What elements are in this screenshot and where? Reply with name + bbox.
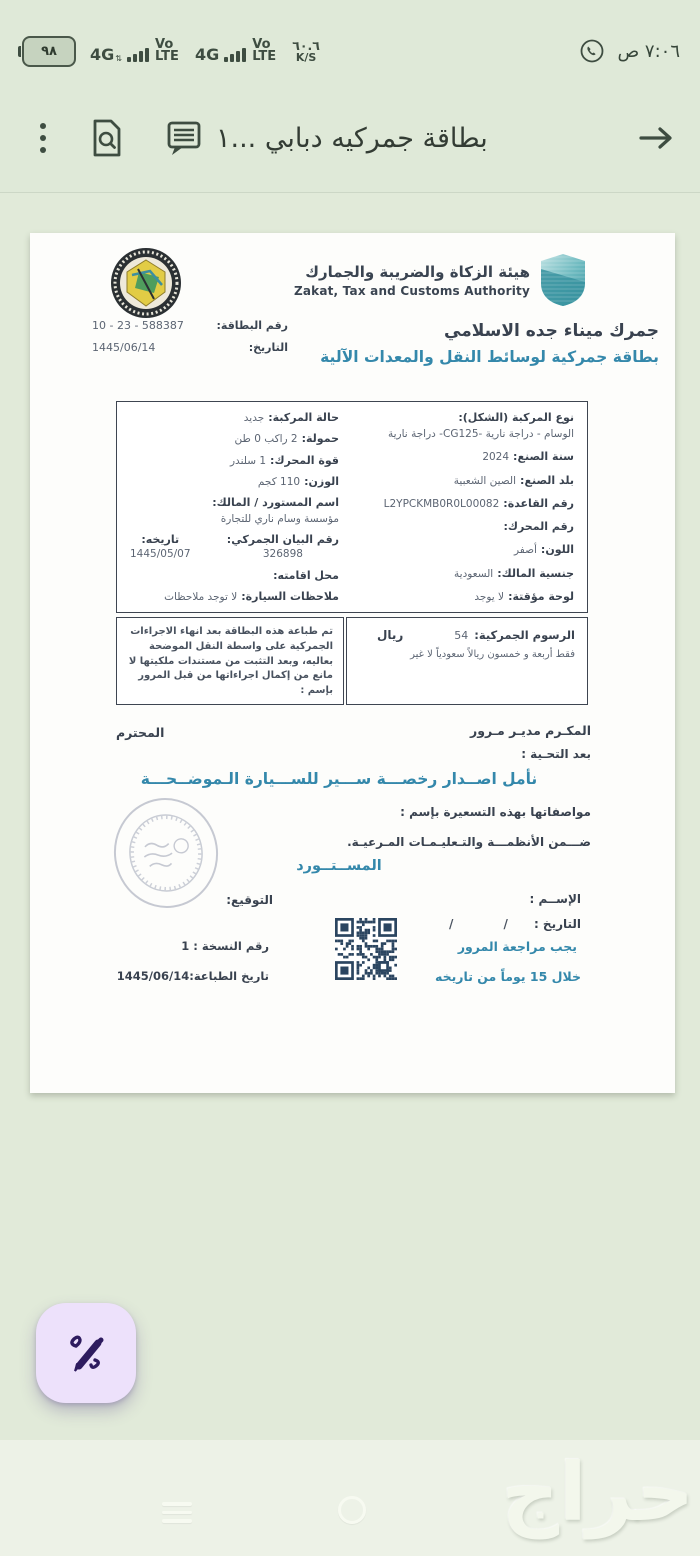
table-row bbox=[130, 533, 339, 560]
field-value: 1445/05/07 bbox=[130, 548, 191, 561]
recents-button[interactable] bbox=[162, 1502, 192, 1523]
printing-note: تم طباعة هذه البطاقة بعد انهاء الاجراءات الجمركية على واسطة النقل الموضحة بعاليه، وبعد التثبت من مستندات ملكيتها لا مانع من إكمال اجراءاتها من قبل المرور بإسم : bbox=[116, 617, 344, 705]
table-row bbox=[130, 569, 339, 582]
clock-label: ٧:٠٦ ص bbox=[617, 40, 680, 62]
field-label: رقم المحرك: bbox=[503, 520, 574, 534]
traffic-notice-line2: خلال 15 يوماً من تاريخه bbox=[435, 969, 581, 984]
table-row bbox=[365, 411, 574, 440]
field-cell-secondary bbox=[130, 533, 191, 560]
volte-label: Vo LTE bbox=[154, 36, 179, 64]
field-value: الصين الشعبية bbox=[453, 474, 517, 487]
field-label: محل اقامته: bbox=[273, 568, 339, 582]
zatca-name-ar: هيئة الزكاة والضريبة والجمارك bbox=[305, 262, 530, 281]
battery-icon bbox=[18, 36, 76, 67]
edit-sign-fab[interactable] bbox=[36, 1303, 136, 1403]
qr-code bbox=[335, 918, 397, 980]
gcc-customs-logo bbox=[110, 247, 182, 319]
bottom-nav-strip bbox=[0, 1440, 700, 1556]
field-label: حالة المركبة: bbox=[268, 411, 339, 424]
field-cell bbox=[133, 496, 339, 525]
field-cell bbox=[235, 432, 339, 445]
network-indicator-2 bbox=[194, 36, 278, 65]
field-value: 2024 bbox=[482, 451, 510, 464]
card-meta bbox=[92, 319, 288, 363]
field-cell bbox=[384, 497, 574, 510]
field-cell bbox=[499, 520, 574, 533]
field-label: ملاحظات السيارة: bbox=[241, 589, 339, 603]
field-value: L2YPCKMB0R0L00082 bbox=[383, 497, 500, 510]
table-row bbox=[130, 454, 339, 467]
signature-label: التوقيع: bbox=[226, 893, 273, 907]
field-label: رقم البيان الجمركي: bbox=[226, 533, 339, 547]
field-label: تاريخه: bbox=[141, 533, 180, 547]
status-bar-right bbox=[579, 38, 680, 64]
table-column-right bbox=[352, 402, 587, 612]
page-title: بطاقة جمركيه دبابي ...١ bbox=[216, 122, 488, 154]
table-row bbox=[365, 520, 574, 533]
field-value: لا توجد ملاحظات bbox=[164, 590, 238, 603]
importer-date-line bbox=[449, 917, 581, 931]
table-row bbox=[130, 590, 339, 603]
field-cell bbox=[454, 567, 574, 580]
volte-label: Vo LTE bbox=[252, 36, 277, 64]
field-label: حمولة: bbox=[301, 432, 339, 446]
field-cell bbox=[164, 590, 339, 603]
battery-percent: ٩٨ bbox=[22, 36, 76, 67]
field-label: بلد الصنع: bbox=[520, 473, 574, 487]
haraj-watermark: حراج bbox=[501, 1446, 694, 1539]
field-label: نوع المركبة (الشكل): bbox=[458, 411, 574, 424]
letter-regulations-line: ضـــمن الأنظمـــة والتـعليـمـات المـرعيـة. bbox=[347, 835, 591, 849]
table-row bbox=[130, 432, 339, 445]
field-label: جنسية المالك: bbox=[497, 566, 574, 580]
letter-greeting: بعد التحـية : bbox=[521, 747, 591, 761]
field-cell bbox=[244, 411, 339, 424]
field-label: اللون: bbox=[540, 543, 574, 557]
table-row bbox=[365, 474, 574, 487]
table-row bbox=[365, 590, 574, 603]
zatca-name-en: Zakat, Tax and Customs Authority bbox=[293, 283, 530, 298]
round-stamp bbox=[105, 789, 228, 917]
home-button[interactable] bbox=[338, 1496, 366, 1524]
field-cell bbox=[482, 450, 574, 463]
fees-in-words: فقط أربعة و خمسون ريالاً سعودياً لا غير bbox=[410, 649, 575, 660]
field-value: الوسام - دراجة نارية -CG125- دراجة نارية bbox=[387, 428, 574, 440]
importer-heading: المســتــورد bbox=[296, 858, 382, 874]
vehicle-details-table bbox=[116, 401, 588, 613]
field-value: 326898 bbox=[262, 548, 303, 561]
importer-name-label: الإســم : bbox=[529, 892, 581, 906]
speed-value: ٦٠.٦ bbox=[292, 37, 320, 53]
field-cell bbox=[258, 475, 339, 488]
zatca-name bbox=[294, 263, 530, 298]
customs-fees-box bbox=[346, 617, 588, 705]
back-arrow-button[interactable] bbox=[636, 124, 676, 152]
date-slashes: / / bbox=[449, 917, 508, 931]
table-row bbox=[365, 567, 574, 580]
network-type-label: 4G bbox=[90, 45, 115, 65]
field-cell bbox=[269, 569, 339, 582]
field-label: اسم المستورد / المالك: bbox=[212, 496, 339, 510]
field-cell bbox=[514, 543, 574, 556]
network-speed bbox=[292, 39, 320, 64]
field-label: قوة المحرك: bbox=[270, 453, 339, 467]
traffic-notice-line1: يجب مراجعة المرور bbox=[457, 939, 577, 954]
letter-request-heading: نأمل اصــدار رخصـــة ســـير للســـيارة الـموضــحـــة bbox=[140, 770, 538, 788]
card-number-row bbox=[92, 319, 288, 332]
field-value: أصفر bbox=[513, 544, 537, 557]
table-row bbox=[130, 496, 339, 525]
zatca-logo-block bbox=[294, 253, 587, 307]
signal-bars-icon bbox=[127, 48, 149, 62]
document-search-button[interactable] bbox=[86, 116, 128, 160]
network-arrows-icon: ⇅ bbox=[115, 54, 122, 64]
field-value: 2 راكب 0 طن bbox=[234, 433, 298, 446]
card-number-value: 10 - 23 - 588387 bbox=[92, 319, 184, 332]
field-value: جديد bbox=[243, 412, 265, 424]
field-cell bbox=[230, 454, 339, 467]
network-indicator-1 bbox=[90, 36, 181, 65]
zatca-shield-icon bbox=[539, 253, 587, 307]
table-row bbox=[365, 543, 574, 556]
field-value: 110 كجم bbox=[257, 475, 301, 488]
speed-unit: K/S bbox=[295, 50, 317, 64]
field-cell bbox=[474, 590, 574, 603]
fees-label: الرسوم الجمركية: bbox=[474, 628, 575, 642]
card-date-label: التاريخ: bbox=[248, 341, 288, 354]
copy-number-label: رقم النسخة : 1 bbox=[181, 939, 269, 953]
table-row bbox=[130, 411, 339, 424]
print-date-line bbox=[117, 969, 269, 983]
field-label: لوحة مؤقتة: bbox=[508, 589, 574, 603]
comment-button[interactable] bbox=[162, 117, 206, 159]
document-title: بطاقة جمركية لوسائط النقل والمعدات الآلية bbox=[320, 348, 659, 366]
fees-currency-label: ريال bbox=[377, 628, 404, 642]
field-value: مؤسسة وسام ناري للتجارة bbox=[220, 513, 339, 526]
customs-card-page bbox=[30, 233, 675, 1093]
table-column-left bbox=[117, 402, 352, 612]
letter-honorific: المحترم bbox=[116, 725, 165, 740]
field-label: الوزن: bbox=[304, 474, 339, 488]
app-toolbar bbox=[0, 88, 700, 188]
print-date-label: تاريخ الطباعة: bbox=[189, 969, 269, 983]
fees-line bbox=[359, 628, 575, 642]
importer-date-label: التاريخ : bbox=[533, 917, 581, 931]
field-label: سنة الصنع: bbox=[513, 450, 574, 464]
table-row bbox=[130, 475, 339, 488]
field-value: لا يوجد bbox=[474, 590, 505, 603]
table-row bbox=[365, 450, 574, 463]
fees-amount: 54 bbox=[454, 629, 469, 642]
signal-bars-icon bbox=[224, 48, 246, 62]
field-cell-secondary bbox=[365, 411, 368, 415]
battery-nub bbox=[18, 46, 21, 57]
overflow-menu-button[interactable] bbox=[34, 117, 52, 159]
customs-office-title: جمرك ميناء جده الاسلامي bbox=[444, 321, 659, 341]
field-value: 1 سلندر bbox=[229, 454, 267, 467]
network-type-label: 4G bbox=[194, 45, 220, 65]
table-row bbox=[365, 497, 574, 510]
status-bar bbox=[0, 0, 700, 88]
field-label: رقم القاعدة: bbox=[503, 496, 574, 510]
card-date-row bbox=[92, 341, 288, 354]
whatsapp-icon bbox=[579, 38, 605, 64]
card-date-value: 1445/06/14 bbox=[92, 341, 156, 354]
field-cell bbox=[368, 411, 574, 440]
field-cell bbox=[227, 533, 339, 560]
field-value: السعودية bbox=[454, 567, 494, 580]
field-cell bbox=[454, 474, 574, 487]
letter-recipient: المكـرم مديـر مـرور bbox=[470, 723, 591, 738]
print-date-value: 1445/06/14 bbox=[116, 969, 190, 983]
card-number-label: رقم البطاقة: bbox=[216, 319, 288, 332]
letter-specs-line: مواصفاتها بهذه التسعيرة بإسم : bbox=[400, 805, 591, 819]
field-cell-secondary bbox=[130, 496, 133, 500]
top-bars bbox=[0, 0, 700, 193]
